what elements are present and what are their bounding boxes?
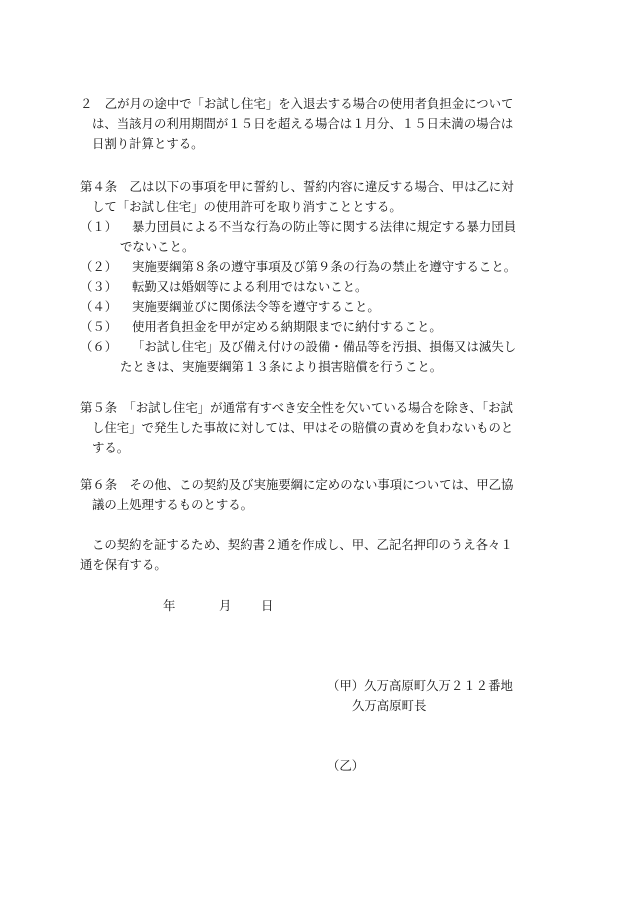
date-year: 年: [163, 598, 176, 613]
item-number: （１）: [80, 219, 118, 234]
item-number: （２）: [80, 259, 118, 274]
item-text-line-2: でないこと。: [120, 239, 195, 254]
article-4: [80, 177, 552, 217]
article-6-line-2: 議の上処理するものとする。: [92, 497, 254, 512]
party-a-address: 久万高原町久万２１２番地: [364, 678, 513, 693]
item-number: （３）: [80, 279, 118, 294]
item-text-line-1: 転勤又は婚姻等による利用ではないこと。: [132, 279, 368, 294]
item-number: （５）: [80, 319, 118, 334]
party-a-title: 久万高原町長: [352, 698, 427, 713]
article-4-item-2: [80, 257, 552, 277]
article-6-line-1: 第６条 その他、この契約及び実施要綱に定めのない事項については、甲乙協: [80, 477, 514, 492]
item-text-line-1: 実施要綱第８条の遵守事項及び第９条の行為の禁止を遵守すること。: [132, 259, 517, 274]
article-4-item-4: [80, 297, 552, 317]
article-6: [80, 475, 552, 515]
closing-line-1: この契約を証するため、契約書２通を作成し、甲、乙記名押印のうえ各々１: [92, 537, 513, 552]
item-text-line-2: たときは、実施要綱第１３条により損害賠償を行うこと。: [120, 359, 443, 374]
party-b-label: （乙）: [327, 758, 365, 773]
party-a: [327, 676, 513, 696]
party-a-label: （甲）: [327, 678, 365, 693]
clause-2-line-2: は、当該月の利用期間が１５日を超える場合は１月分、１５日未満の場合は: [92, 116, 514, 131]
article-4-line-1: 第４条 乙は以下の事項を甲に誓約し、誓約内容に違反する場合、甲は乙に対: [80, 179, 514, 194]
article-5-line-3: する。: [92, 440, 130, 455]
article-5: [80, 398, 552, 458]
article-4-item-3: [80, 277, 552, 297]
article-4-item-6: [80, 337, 552, 377]
date-month: 月: [219, 598, 232, 613]
date-day: 日: [261, 598, 274, 613]
item-number: （４）: [80, 299, 118, 314]
article-5-line-1: 第５条 「お試し住宅」が通常有すべき安全性を欠いている場合を除き、「お試: [80, 400, 513, 415]
item-number: （６）: [80, 339, 118, 354]
item-text-line-1: 使用者負担金を甲が定める納期限までに納付すること。: [132, 319, 442, 334]
article-4-item-5: [80, 317, 552, 337]
item-text-line-1: 暴力団員による不当な行為の防止等に関する法律に規定する暴力団員: [132, 219, 517, 234]
article-5-line-2: し住宅」で発生した事故に対しては、甲はその賠償の責めを負わないものと: [92, 420, 514, 435]
closing-statement: [80, 535, 552, 575]
clause-2-line-1: ２ 乙が月の途中で「お試し住宅」を入退去する場合の使用者負担金について: [80, 96, 514, 111]
closing-line-2: 通を保有する。: [80, 557, 167, 572]
article-4-item-1: [80, 217, 552, 257]
article-4-line-2: して「お試し住宅」の使用許可を取り消すこととする。: [92, 199, 402, 214]
item-text-line-1: 「お試し住宅」及び備え付けの設備・備品等を汚損、損傷又は滅失し: [132, 339, 517, 354]
item-text-line-1: 実施要綱並びに関係法令等を遵守すること。: [132, 299, 380, 314]
clause-2-line-3: 日割り計算とする。: [92, 136, 204, 151]
clause-2: [80, 94, 552, 154]
